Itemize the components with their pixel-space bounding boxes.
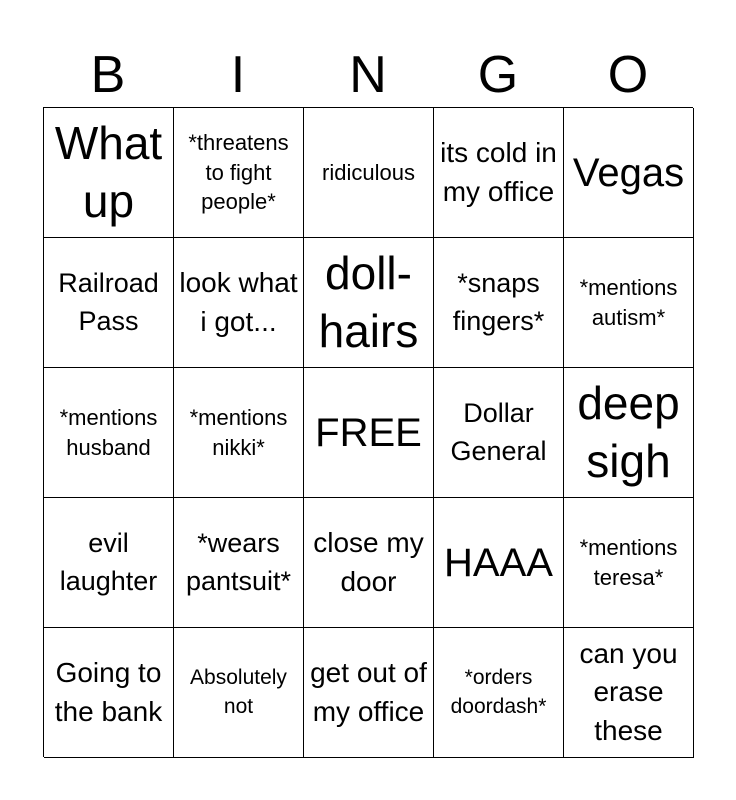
bingo-cell[interactable] <box>174 238 304 368</box>
header-letter-n: N <box>349 46 387 104</box>
bingo-cell[interactable] <box>304 108 434 238</box>
bingo-cell[interactable] <box>564 238 694 368</box>
bingo-cell[interactable] <box>304 238 434 368</box>
bingo-cell[interactable] <box>434 368 564 498</box>
bingo-cell[interactable] <box>564 498 694 628</box>
cell-text: close my door <box>313 526 424 597</box>
cell-text: doll-hairs <box>318 247 419 357</box>
bingo-cell[interactable] <box>44 498 174 628</box>
free-space[interactable] <box>304 368 434 498</box>
bingo-header <box>43 42 693 108</box>
bingo-cell[interactable] <box>44 108 174 238</box>
bingo-cell[interactable] <box>434 628 564 758</box>
cell-text: *snaps fingers* <box>452 267 545 336</box>
header-letter-g: G <box>477 46 519 104</box>
bingo-board <box>43 107 693 757</box>
cell-text: get out of my office <box>310 656 427 727</box>
cell-text: Going to the bank <box>54 656 163 727</box>
cell-text: Dollar General <box>450 397 547 466</box>
cell-text: *mentions husband <box>59 404 158 460</box>
cell-text: *mentions teresa* <box>579 534 678 590</box>
cell-text: its cold in my office <box>440 136 557 207</box>
bingo-cell[interactable] <box>174 108 304 238</box>
header-letter-i: I <box>230 46 246 104</box>
cell-text: evil laughter <box>59 527 158 596</box>
cell-text: *mentions nikki* <box>189 404 288 460</box>
cell-text: can you erase these <box>579 637 678 746</box>
cell-text: *wears pantsuit* <box>185 527 292 596</box>
header-letter-b: B <box>90 46 126 104</box>
bingo-cell[interactable] <box>434 498 564 628</box>
bingo-cell[interactable] <box>304 628 434 758</box>
bingo-cell[interactable] <box>174 368 304 498</box>
cell-text: *threatens to fight people* <box>188 129 289 215</box>
bingo-cell[interactable] <box>564 628 694 758</box>
cell-text: *mentions autism* <box>579 274 678 330</box>
cell-text: What up <box>54 117 163 227</box>
bingo-cell[interactable] <box>564 108 694 238</box>
bingo-cell[interactable] <box>44 238 174 368</box>
header-letter-o: O <box>607 46 649 104</box>
bingo-cell[interactable] <box>564 368 694 498</box>
bingo-cell[interactable] <box>174 628 304 758</box>
cell-text: look what i got... <box>179 266 298 337</box>
cell-text: deep sigh <box>577 377 680 487</box>
bingo-cell[interactable] <box>44 368 174 498</box>
cell-text: *orders doordash* <box>450 665 547 718</box>
bingo-cell[interactable] <box>174 498 304 628</box>
cell-text: HAAA <box>444 540 553 585</box>
bingo-cell[interactable] <box>434 108 564 238</box>
cell-text: Railroad Pass <box>58 267 159 336</box>
bingo-cell[interactable] <box>434 238 564 368</box>
bingo-cell[interactable] <box>304 498 434 628</box>
cell-text: Absolutely not <box>190 665 287 718</box>
cell-text: ridiculous <box>322 159 415 185</box>
cell-text: Vegas <box>572 150 685 195</box>
cell-text: FREE <box>315 410 422 455</box>
bingo-cell[interactable] <box>44 628 174 758</box>
